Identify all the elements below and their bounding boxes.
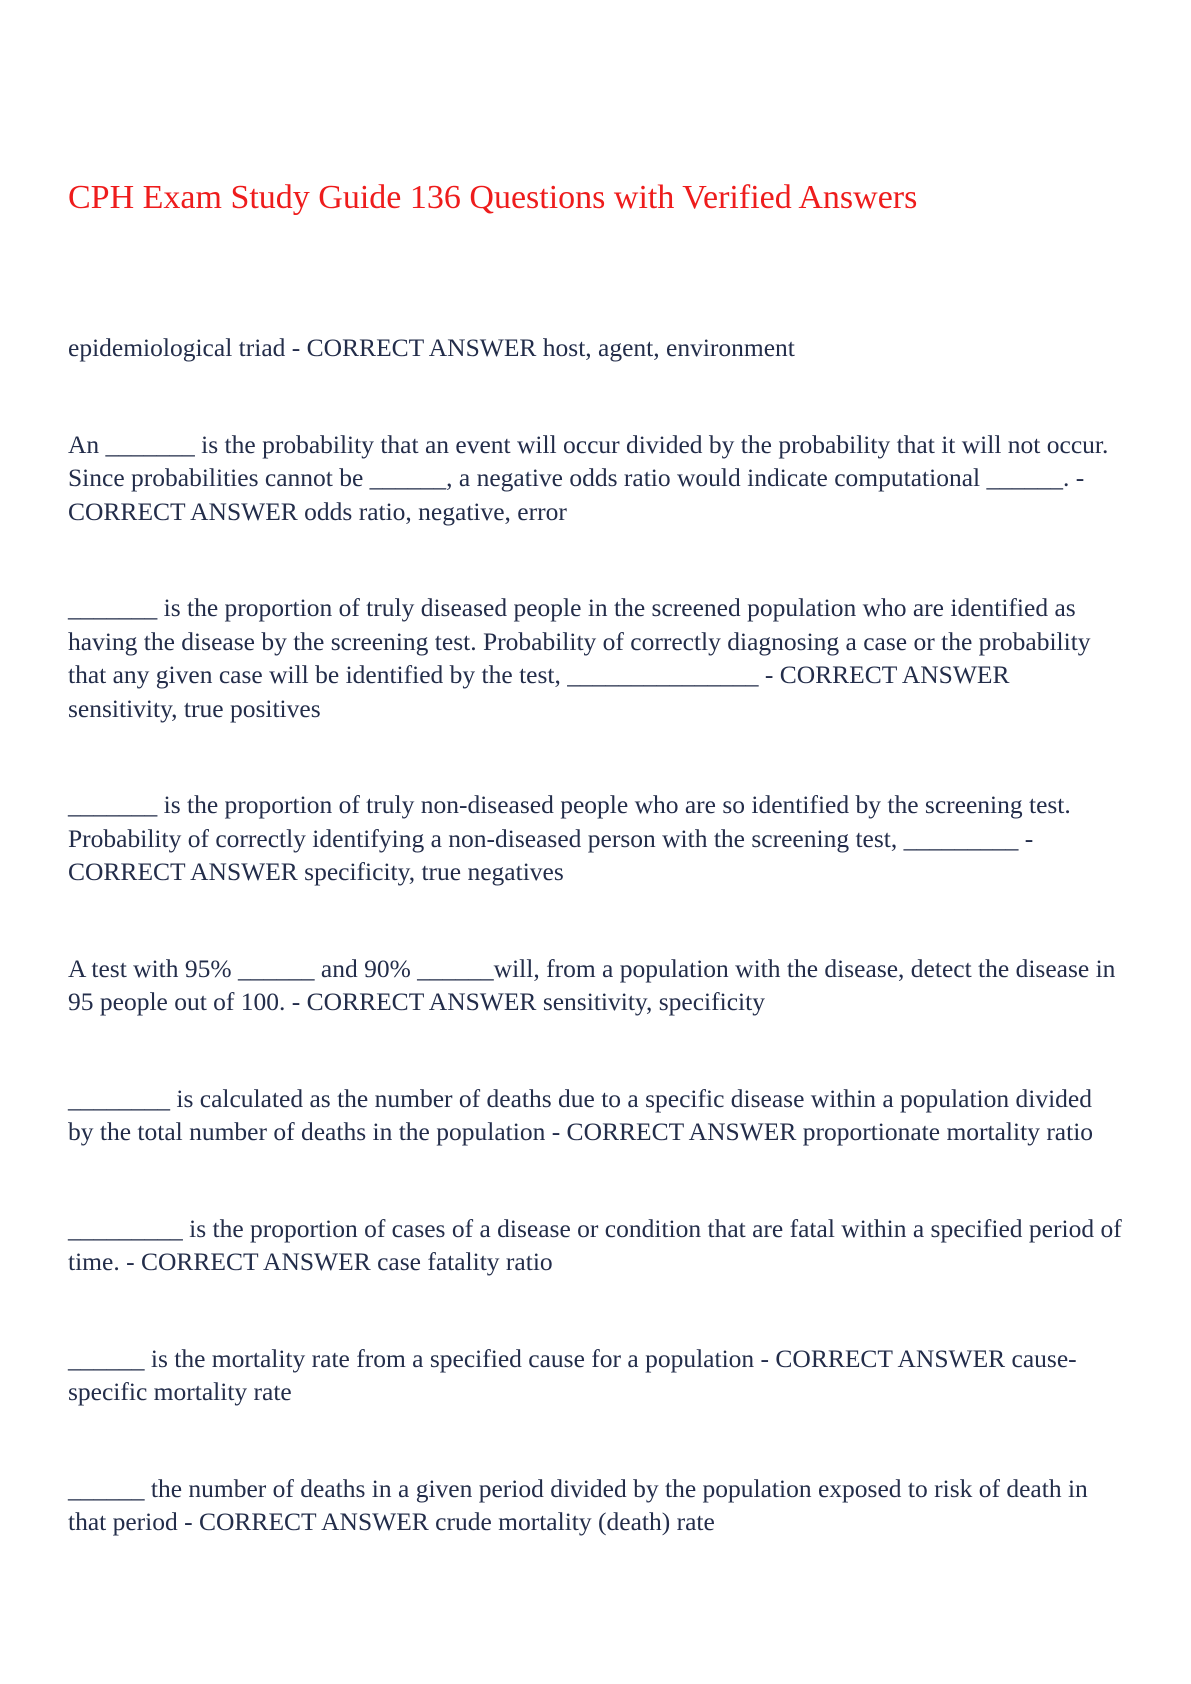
qa-list bbox=[68, 331, 1123, 1602]
qa-item-proportionate-mortality-ratio: ________ is calculated as the number of deaths due to a specific disease within a population divided by the total number of deaths in the population - CORRECT ANSWER proportionate mortality ratio bbox=[68, 1083, 1094, 1146]
document-title: CPH Exam Study Guide 136 Questions with Verified Answers bbox=[68, 179, 918, 216]
qa-item-specificity: _______ is the proportion of truly non-diseased people who are so identified by the screening test. Probability of correctly identifying a non-diseased person with the screening test, _________ - CORRECT ANSWER specificity, true negatives bbox=[68, 790, 1071, 886]
qa-item-case-fatality-ratio: _________ is the proportion of cases of a disease or condition that are fatal within a specified period of time. - CORRECT ANSWER case fatality ratio bbox=[68, 1213, 1122, 1276]
qa-item-crude-mortality-rate: ______ the number of deaths in a given period divided by the population exposed to risk of death in that period - CORRECT ANSWER crude mortality (death) rate bbox=[68, 1473, 1088, 1536]
qa-item-test-sensitivity-specificity: A test with 95% ______ and 90% ______will, from a population with the disease, detect the disease in 95 people out of 100. - CORRECT ANSWER sensitivity, specificity bbox=[68, 953, 1116, 1016]
qa-item-cause-specific-mortality-rate: ______ is the mortality rate from a specified cause for a population - CORRECT ANSWER cause-specific mortality rate bbox=[68, 1343, 1077, 1406]
qa-item-epidemiological-triad: epidemiological triad - CORRECT ANSWER host, agent, environment bbox=[68, 333, 795, 362]
qa-item-sensitivity: _______ is the proportion of truly diseased people in the screened population who are identified as having the disease by the screening test. Probability of correctly diagnosing a case or the probability that any given case will be identified by the test, _______________ - CORRECT ANSWER sensitivity, true positives bbox=[68, 593, 1091, 723]
qa-item-odds-ratio: An _______ is the probability that an event will occur divided by the probability that it will not occur. Since probabilities cannot be ______, a negative odds ratio would indicate computational ______. - CORRECT ANSWER odds ratio, negative, error bbox=[68, 429, 1109, 526]
